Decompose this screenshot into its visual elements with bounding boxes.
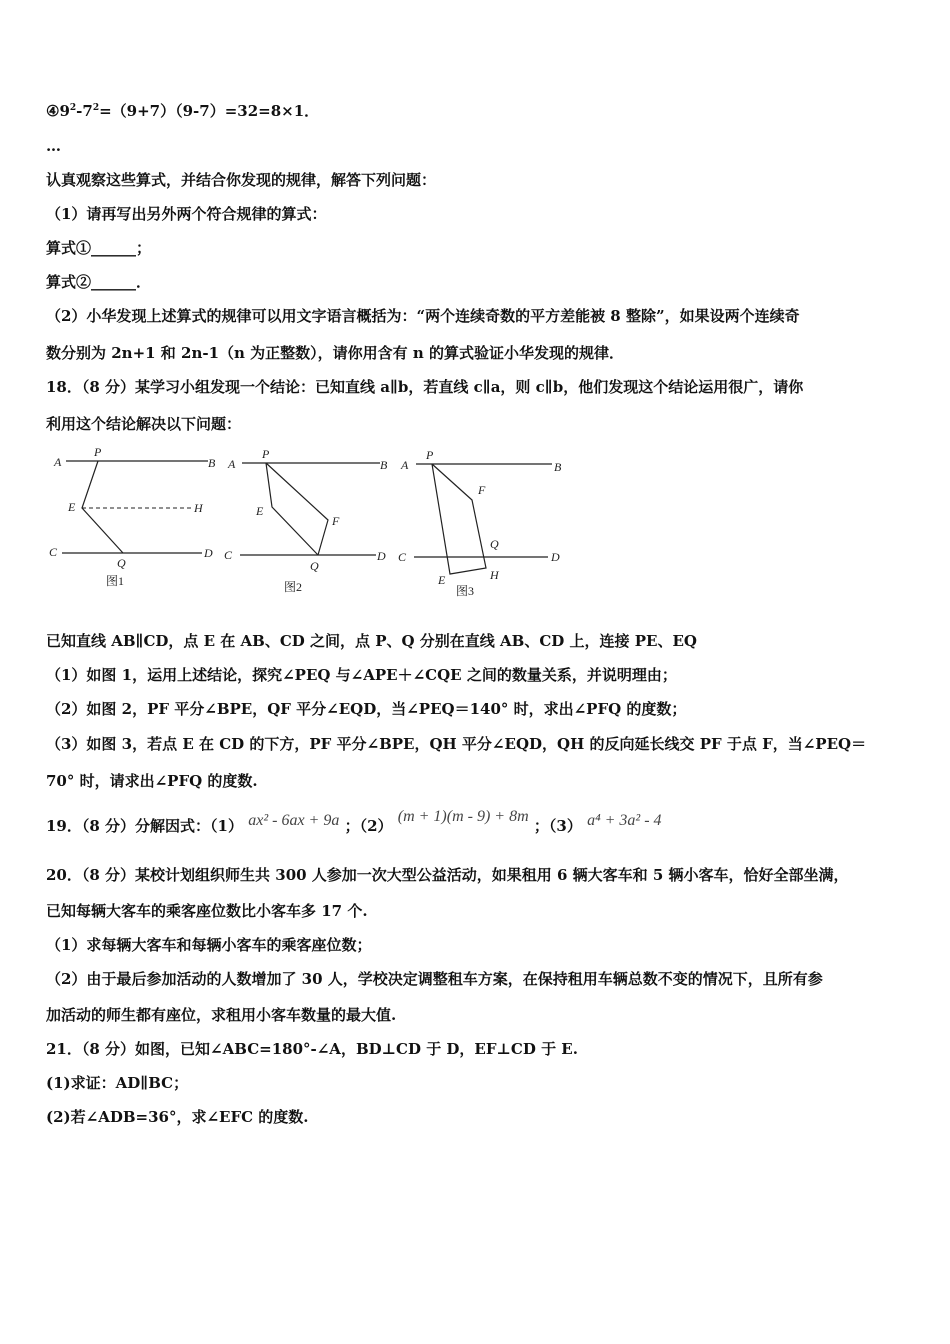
- label-d: D: [377, 549, 386, 563]
- figure-3-caption: 图3: [456, 584, 475, 598]
- label-q: Q: [310, 559, 319, 573]
- figure-1: [46, 442, 226, 594]
- figure-1-caption: 图1: [106, 574, 125, 588]
- figure-3: [396, 442, 572, 602]
- figure-2-caption: 图2: [284, 580, 303, 594]
- q17-formula-1: 算式①______；: [46, 239, 152, 257]
- label-a: A: [401, 458, 409, 472]
- q18-given: 已知直线 AB∥CD，点 E 在 AB、CD 之间，点 P、Q 分别在直线 AB、CD 上，连接 PE、EQ: [46, 632, 697, 650]
- q17-intro: 认真观察这些算式，并结合你发现的规律，解答下列问题：: [46, 171, 437, 189]
- q18-part3-line2: 70° 时，请求出∠PFQ 的度数.: [46, 772, 258, 790]
- label-h: H: [194, 501, 203, 515]
- label-e: E: [68, 500, 76, 514]
- q19-expression-1: ax² - 6ax + 9a: [248, 812, 340, 829]
- q21-part1: (1)求证：AD∥BC；: [46, 1074, 189, 1092]
- label-q: Q: [490, 537, 499, 551]
- label-a: A: [54, 455, 62, 469]
- label-b: B: [208, 456, 216, 470]
- label-d: D: [551, 550, 560, 564]
- label-h: H: [490, 568, 499, 582]
- q21-part2: (2)若∠ADB=36°，求∠EFC 的度数.: [46, 1108, 309, 1126]
- label-f: F: [478, 483, 486, 497]
- label-c: C: [224, 548, 233, 562]
- q18-stem-line1: 18．（8 分）某学习小组发现一个结论：已知直线 a∥b，若直线 c∥a，则 c∥b，他们发现这个结论运用很广，请你: [46, 378, 804, 396]
- label-e: E: [256, 504, 264, 518]
- label-p: P: [426, 448, 434, 462]
- ellipsis: …: [46, 137, 61, 155]
- q17-part1: （1）请再写出另外两个符合规律的算式：: [46, 205, 327, 223]
- q20-stem-line1: 20．（8 分）某校计划组织师生共 300 人参加一次大型公益活动，如果租用 6 辆大客车和 5 辆小客车，恰好全部坐满，: [46, 866, 849, 884]
- label-p: P: [262, 447, 270, 461]
- q18-part3-line1: （3）如图 3，若点 E 在 CD 的下方，PF 平分∠BPE，QH 平分∠EQD，QH 的反向延长线交 PF 于点 F，当∠PEQ＝: [46, 735, 867, 753]
- label-e: E: [438, 573, 446, 587]
- q20-part2-line2: 加活动的师生都有座位，求租用小客车数量的最大值.: [46, 1006, 397, 1024]
- q20-stem-line2: 已知每辆大客车的乘客座位数比小客车多 17 个.: [46, 902, 368, 920]
- label-c: C: [49, 545, 58, 559]
- label-f: F: [332, 514, 340, 528]
- label-b: B: [380, 458, 388, 472]
- q19-expression-3: a⁴ + 3a² - 4: [587, 812, 662, 829]
- q19: 19．（8 分）分解因式：（1） ax² - 6ax + 9a ；（2） (m + 1)(m - 9) + 8m ；（3） a⁴ + 3a² - 4: [46, 808, 662, 835]
- q17-example-4: $④9^2-7^2=(9+7)(9-7)=32=8\times 1$．: [46, 102, 320, 120]
- q17-part2-line2: 数分别为 2n+1 和 2n-1（n 为正整数），请你用含有 n 的算式验证小华发现的规律．: [46, 344, 625, 362]
- q17-formula-2: 算式②______．: [46, 273, 152, 291]
- q19-expression-2: (m + 1)(m - 9) + 8m: [397, 808, 529, 825]
- label-q: Q: [117, 556, 126, 570]
- figure-2: [222, 442, 400, 596]
- q21-stem: 21．（8 分）如图，已知∠ABC=180°-∠A，BD⊥CD 于 D，EF⊥CD 于 E.: [46, 1040, 578, 1058]
- q17-part2-line1: （2）小华发现上述算式的规律可以用文字语言概括为：“两个连续奇数的平方差能被 8 整除”，如果设两个连续奇: [46, 307, 800, 325]
- label-p: P: [94, 445, 102, 459]
- label-d: D: [204, 546, 213, 560]
- q18-part1: （1）如图 1，运用上述结论，探究∠PEQ 与∠APE＋∠CQE 之间的数量关系，并说明理由；: [46, 666, 677, 684]
- q20-part1: （1）求每辆大客车和每辆小客车的乘客座位数；: [46, 936, 372, 954]
- q18-part2: （2）如图 2，PF 平分∠BPE，QF 平分∠EQD，当∠PEQ＝140° 时，求出∠PFQ 的度数；: [46, 700, 687, 718]
- q18-stem-line2: 利用这个结论解决以下问题：: [46, 415, 242, 433]
- label-c: C: [398, 550, 407, 564]
- label-b: B: [554, 460, 562, 474]
- label-a: A: [228, 457, 236, 471]
- q20-part2-line1: （2）由于最后参加活动的人数增加了 30 人，学校决定调整租车方案，在保持租用车辆总数不变的情况下，且所有参: [46, 970, 823, 988]
